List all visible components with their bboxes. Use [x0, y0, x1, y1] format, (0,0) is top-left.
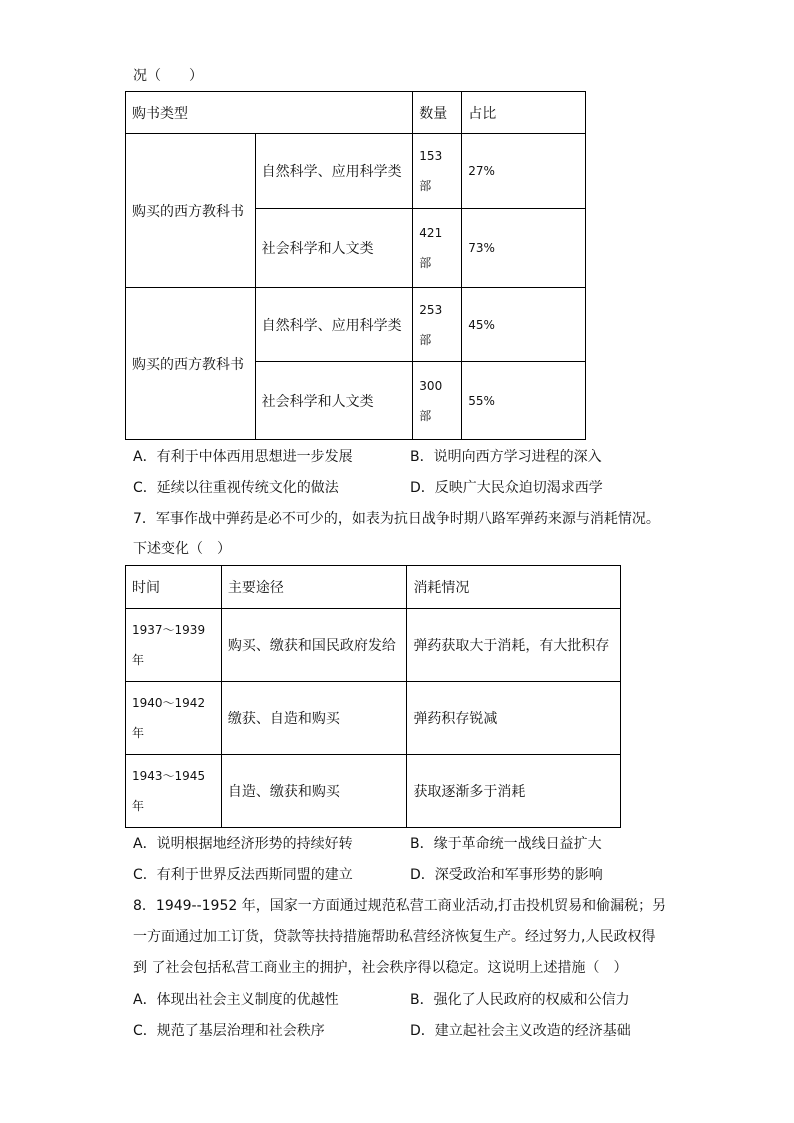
quantity-number: 153: [419, 149, 443, 163]
table-row: [126, 288, 586, 362]
time-range: 1937～1939: [132, 623, 206, 637]
header-time: 时间: [126, 566, 222, 609]
time-unit: 年: [132, 726, 145, 740]
q8-stem-line-2: 一方面通过加工订货，贷款等扶持措施帮助私营经济恢复生产。经过努力,人民政权得: [133, 929, 656, 945]
quantity-unit: 部: [419, 408, 432, 423]
quantity-unit: 部: [419, 256, 432, 270]
group-label: 购买的西方教科书: [126, 288, 256, 440]
consumption-cell: 弹药获取大于消耗，有大批积存: [407, 609, 621, 682]
book-purchase-table: [125, 91, 586, 440]
q6-option-d[interactable]: D．反映广大民众迫切渴求西学: [410, 480, 603, 496]
time-cell: [126, 682, 222, 755]
table-row: [126, 755, 621, 828]
ratio-cell: 27%: [462, 134, 586, 209]
q7-option-c[interactable]: C．有利于世界反法西斯同盟的建立: [133, 867, 353, 883]
quantity-cell: [413, 209, 462, 288]
consumption-cell: 获取逐渐多于消耗: [407, 755, 621, 828]
q6-option-b[interactable]: B．说明向西方学习进程的深入: [410, 449, 602, 465]
q6-stem-tail: 况（ ）: [133, 68, 203, 84]
time-range: 1943～1945: [132, 769, 206, 783]
header-consumption: 消耗情况: [407, 566, 621, 609]
ratio-cell: 45%: [462, 288, 586, 362]
q8-option-b[interactable]: B．强化了人民政府的权威和公信力: [410, 992, 630, 1008]
group-label: 购买的西方教科书: [126, 134, 256, 288]
q8-option-c[interactable]: C．规范了基层治理和社会秩序: [133, 1023, 325, 1039]
consumption-cell: 弹药积存锐减: [407, 682, 621, 755]
table-header-row: [126, 566, 621, 609]
main-way-cell: 自造、缴获和购买: [221, 755, 407, 828]
main-way-cell: 缴获、自造和购买: [221, 682, 407, 755]
header-book-type: 购书类型: [126, 92, 413, 134]
table-row: [126, 682, 621, 755]
q8-stem-line-3: 到 了社会包括私营工商业主的拥护，社会秩序得以稳定。这说明上述措施（ ）: [133, 960, 628, 976]
q8-stem-line-1: 8．1949--1952 年，国家一方面通过规范私营工商业活动,打击投机贸易和偷漏税；另: [133, 898, 667, 914]
q8-option-d[interactable]: D．建立起社会主义改造的经济基础: [410, 1023, 631, 1039]
header-quantity: 数量: [413, 92, 462, 134]
q6-option-c[interactable]: C．延续以往重视传统文化的做法: [133, 480, 339, 496]
quantity-cell: [413, 134, 462, 209]
main-way-cell: 购买、缴获和国民政府发给: [221, 609, 407, 682]
book-type-cell: 自然科学、应用科学类: [255, 288, 413, 362]
quantity-number: 300: [419, 378, 443, 393]
quantity-number: 253: [419, 302, 443, 317]
q7-option-a[interactable]: A．说明根据地经济形势的持续好转: [133, 836, 353, 852]
time-range: 1940～1942: [132, 696, 206, 710]
book-type-cell: 社会科学和人文类: [255, 209, 413, 288]
ammunition-table: [125, 565, 621, 828]
time-cell: [126, 755, 222, 828]
book-type-cell: 社会科学和人文类: [255, 362, 413, 440]
time-unit: 年: [132, 653, 145, 667]
ratio-cell: 55%: [462, 362, 586, 440]
quantity-unit: 部: [419, 332, 432, 347]
table-row: [126, 134, 586, 209]
q6-option-a[interactable]: A．有利于中体西用思想进一步发展: [133, 449, 353, 465]
q7-stem-line-1: 7．军事作战中弹药是必不可少的，如表为抗日战争时期八路军弹药来源与消耗情况。: [133, 511, 660, 527]
quantity-cell: [413, 288, 462, 362]
q7-option-b[interactable]: B．缘于革命统一战线日益扩大: [410, 836, 602, 852]
quantity-number: 421: [419, 226, 443, 240]
q7-stem-line-2: 下述变化（ ）: [133, 541, 231, 557]
header-ratio: 占比: [462, 92, 586, 134]
header-main-way: 主要途径: [221, 566, 407, 609]
table-row: [126, 609, 621, 682]
ratio-cell: 73%: [462, 209, 586, 288]
q7-option-d[interactable]: D．深受政治和军事形势的影响: [410, 867, 603, 883]
book-type-cell: 自然科学、应用科学类: [255, 134, 413, 209]
table-header-row: [126, 92, 586, 134]
q8-option-a[interactable]: A．体现出社会主义制度的优越性: [133, 992, 339, 1008]
quantity-cell: [413, 362, 462, 440]
time-unit: 年: [132, 799, 145, 813]
quantity-unit: 部: [419, 179, 432, 193]
time-cell: [126, 609, 222, 682]
